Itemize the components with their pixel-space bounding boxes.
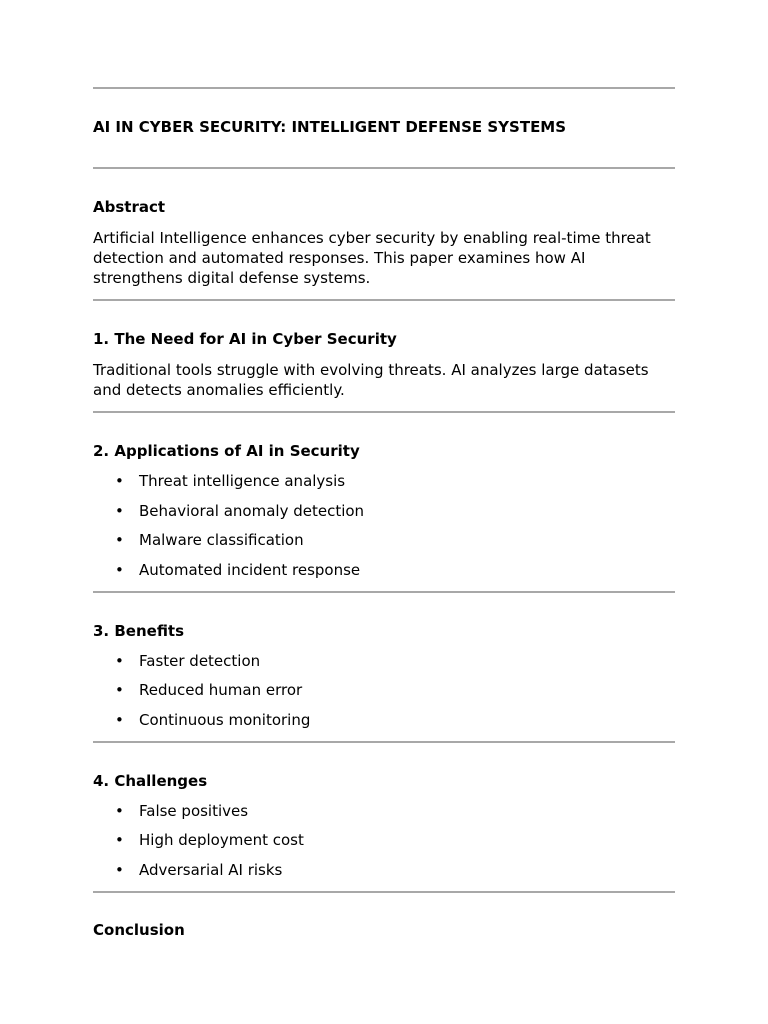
bullet-icon: • <box>115 710 124 729</box>
list-item <box>93 560 675 580</box>
list-item-text: Faster detection <box>139 651 261 670</box>
divider <box>93 891 675 893</box>
bullet-icon: • <box>115 472 124 490</box>
bullet-icon: • <box>115 651 124 670</box>
section-paragraph: Traditional tools struggle with evolving threats. AI analyzes large datasets and detects anomalies efficiently. <box>93 361 649 399</box>
divider <box>93 87 675 89</box>
list-item-text: Automated incident response <box>139 560 361 579</box>
bullet-list <box>93 651 675 730</box>
list-item-text: High deployment cost <box>139 831 304 849</box>
list-item-text: Adversarial AI risks <box>139 860 283 879</box>
list-item <box>93 651 675 671</box>
conclusion-section <box>93 920 675 940</box>
list-item <box>93 530 675 550</box>
bullet-icon: • <box>115 681 124 699</box>
list-item <box>93 471 675 491</box>
list-item <box>93 830 675 850</box>
list-item-text: False positives <box>139 801 249 820</box>
document-content <box>93 87 675 940</box>
list-item-text: Reduced human error <box>139 681 303 699</box>
bullet-icon: • <box>115 860 124 879</box>
list-item-text: Continuous monitoring <box>139 710 311 729</box>
bullet-list <box>93 471 675 580</box>
list-item <box>93 501 675 521</box>
bullet-list <box>93 801 675 880</box>
bullet-icon: • <box>115 531 124 549</box>
list-item <box>93 680 675 700</box>
list-item <box>93 860 675 880</box>
divider <box>93 591 675 593</box>
bullet-icon: • <box>115 831 124 849</box>
list-item <box>93 801 675 821</box>
divider <box>93 299 675 301</box>
section-heading: 3. Benefits <box>93 621 185 640</box>
list-item-text: Behavioral anomaly detection <box>139 501 365 520</box>
need-section <box>93 329 675 400</box>
bullet-icon: • <box>115 801 124 820</box>
document-title: AI IN CYBER SECURITY: INTELLIGENT DEFENSE SYSTEMS <box>93 118 567 136</box>
list-item-text: Threat intelligence analysis <box>139 472 346 490</box>
divider <box>93 741 675 743</box>
section-heading: Abstract <box>93 198 166 216</box>
bullet-icon: • <box>115 501 124 520</box>
divider <box>93 167 675 169</box>
section-heading: Conclusion <box>93 920 185 939</box>
section-heading: 1. The Need for AI in Cyber Security <box>93 330 397 348</box>
applications-section <box>93 441 675 580</box>
section-paragraph: Artificial Intelligence enhances cyber security by enabling real-time threat detection and automated responses. This paper examines how AI strengthens digital defense systems. <box>93 229 651 287</box>
benefits-section <box>93 621 675 730</box>
abstract-section <box>93 197 675 288</box>
bullet-icon: • <box>115 560 124 579</box>
section-heading: 2. Applications of AI in Security <box>93 442 360 460</box>
list-item <box>93 710 675 730</box>
challenges-section <box>93 771 675 880</box>
list-item-text: Malware classification <box>139 531 304 549</box>
section-heading: 4. Challenges <box>93 771 208 790</box>
divider <box>93 411 675 413</box>
